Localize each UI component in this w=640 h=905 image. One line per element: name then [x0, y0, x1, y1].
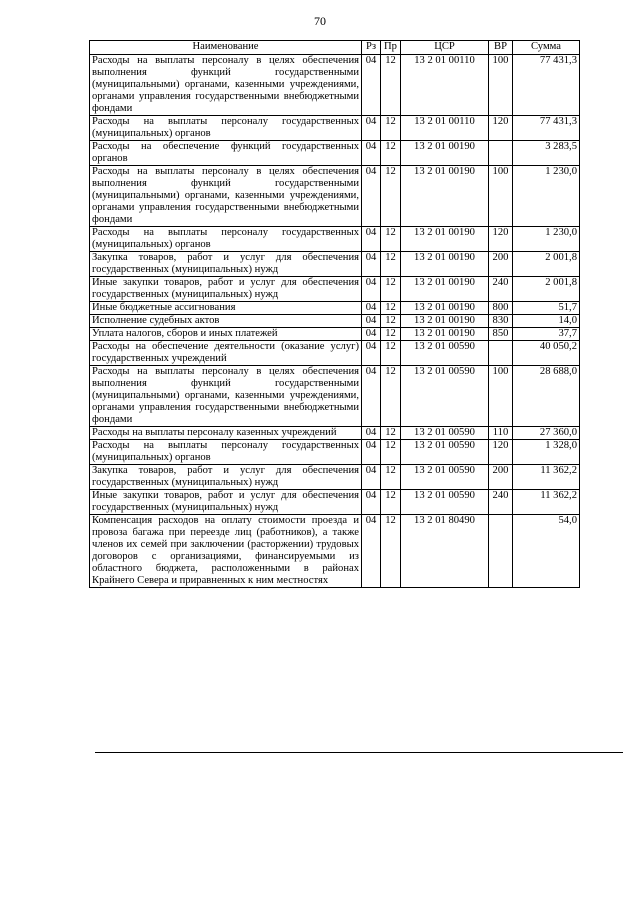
cell-vr: [489, 515, 513, 588]
cell-csr: 13 2 01 00590: [401, 490, 489, 515]
cell-csr: 13 2 01 00190: [401, 328, 489, 341]
cell-pr: 12: [381, 55, 401, 116]
cell-rz: 04: [362, 141, 381, 166]
cell-csr: 13 2 01 00590: [401, 427, 489, 440]
cell-name: Расходы на обеспечение деятельности (оказание услуг) государственных учреждений: [90, 341, 362, 366]
cell-pr: 12: [381, 465, 401, 490]
cell-name: Уплата налогов, сборов и иных платежей: [90, 328, 362, 341]
table-row: [90, 328, 580, 341]
bottom-divider: [95, 752, 623, 753]
cell-rz: 04: [362, 227, 381, 252]
cell-name: Иные закупки товаров, работ и услуг для обеспечения государственных (муниципальных) нужд: [90, 490, 362, 515]
cell-csr: 13 2 01 00590: [401, 341, 489, 366]
cell-rz: 04: [362, 490, 381, 515]
cell-sum: 11 362,2: [513, 465, 580, 490]
cell-csr: 13 2 01 00110: [401, 55, 489, 116]
table-row: [90, 341, 580, 366]
table-row: [90, 141, 580, 166]
header-pr: Пр: [381, 41, 401, 55]
cell-vr: 200: [489, 465, 513, 490]
cell-vr: 800: [489, 302, 513, 315]
cell-name: Иные закупки товаров, работ и услуг для обеспечения государственных (муниципальных) нужд: [90, 277, 362, 302]
cell-csr: 13 2 01 00590: [401, 440, 489, 465]
cell-rz: 04: [362, 341, 381, 366]
cell-sum: 51,7: [513, 302, 580, 315]
table-row: [90, 366, 580, 427]
cell-rz: 04: [362, 252, 381, 277]
table-row: [90, 116, 580, 141]
cell-name: Расходы на выплаты персоналу государственных (муниципальных) органов: [90, 116, 362, 141]
cell-name: Расходы на выплаты персоналу в целях обеспечения выполнения функций государственными (муниципальными) органами, казенными учреждениями, органами управления государственными внебюджетными фондами: [90, 55, 362, 116]
cell-rz: 04: [362, 328, 381, 341]
cell-sum: 1 328,0: [513, 440, 580, 465]
page-number: 70: [314, 14, 326, 28]
cell-sum: 40 050,2: [513, 341, 580, 366]
cell-pr: 12: [381, 141, 401, 166]
table-row: [90, 315, 580, 328]
header-sum: Сумма: [513, 41, 580, 55]
cell-sum: 77 431,3: [513, 55, 580, 116]
cell-name: Расходы на обеспечение функций государственных органов: [90, 141, 362, 166]
cell-name: Закупка товаров, работ и услуг для обеспечения государственных (муниципальных) нужд: [90, 465, 362, 490]
cell-vr: 120: [489, 440, 513, 465]
cell-rz: 04: [362, 440, 381, 465]
cell-csr: 13 2 01 00190: [401, 302, 489, 315]
cell-csr: 13 2 01 00190: [401, 141, 489, 166]
table-row: [90, 440, 580, 465]
cell-name: Закупка товаров, работ и услуг для обеспечения государственных (муниципальных) нужд: [90, 252, 362, 277]
header-vr: ВР: [489, 41, 513, 55]
cell-csr: 13 2 01 00190: [401, 166, 489, 227]
cell-sum: 2 001,8: [513, 277, 580, 302]
table-row: [90, 515, 580, 588]
table-row: [90, 166, 580, 227]
cell-rz: 04: [362, 515, 381, 588]
cell-rz: 04: [362, 465, 381, 490]
cell-rz: 04: [362, 116, 381, 141]
cell-vr: 240: [489, 277, 513, 302]
cell-sum: 37,7: [513, 328, 580, 341]
table-row: [90, 302, 580, 315]
cell-rz: 04: [362, 366, 381, 427]
cell-vr: 120: [489, 116, 513, 141]
cell-pr: 12: [381, 366, 401, 427]
cell-vr: 110: [489, 427, 513, 440]
cell-rz: 04: [362, 427, 381, 440]
cell-pr: 12: [381, 341, 401, 366]
cell-csr: 13 2 01 00190: [401, 277, 489, 302]
cell-rz: 04: [362, 55, 381, 116]
cell-pr: 12: [381, 227, 401, 252]
cell-vr: [489, 341, 513, 366]
cell-pr: 12: [381, 302, 401, 315]
cell-pr: 12: [381, 427, 401, 440]
cell-sum: 28 688,0: [513, 366, 580, 427]
cell-name: Расходы на выплаты персоналу казенных учреждений: [90, 427, 362, 440]
cell-vr: 120: [489, 227, 513, 252]
cell-name: Компенсация расходов на оплату стоимости проезда и провоза багажа при переезде лиц (работников), а также членов их семей при заключении (расторжении) трудовых договоров с организациями, финансируемыми из областного бюджета, расположенными в районах Крайнего Севера и приравненных к ним местностях: [90, 515, 362, 588]
cell-csr: 13 2 01 00190: [401, 227, 489, 252]
cell-sum: 27 360,0: [513, 427, 580, 440]
cell-sum: 54,0: [513, 515, 580, 588]
cell-sum: 2 001,8: [513, 252, 580, 277]
cell-rz: 04: [362, 315, 381, 328]
cell-vr: 200: [489, 252, 513, 277]
cell-pr: 12: [381, 490, 401, 515]
cell-sum: 11 362,2: [513, 490, 580, 515]
cell-csr: 13 2 01 00590: [401, 465, 489, 490]
cell-sum: 3 283,5: [513, 141, 580, 166]
cell-pr: 12: [381, 166, 401, 227]
cell-csr: 13 2 01 00190: [401, 252, 489, 277]
table-row: [90, 55, 580, 116]
cell-csr: 13 2 01 00590: [401, 366, 489, 427]
cell-vr: [489, 141, 513, 166]
budget-table: [89, 40, 580, 588]
table-row: [90, 427, 580, 440]
cell-pr: 12: [381, 440, 401, 465]
cell-rz: 04: [362, 277, 381, 302]
cell-vr: 100: [489, 166, 513, 227]
cell-name: Расходы на выплаты персоналу государственных (муниципальных) органов: [90, 440, 362, 465]
cell-csr: 13 2 01 00110: [401, 116, 489, 141]
cell-csr: 13 2 01 00190: [401, 315, 489, 328]
cell-sum: 14,0: [513, 315, 580, 328]
cell-pr: 12: [381, 252, 401, 277]
cell-sum: 1 230,0: [513, 227, 580, 252]
cell-csr: 13 2 01 80490: [401, 515, 489, 588]
cell-pr: 12: [381, 277, 401, 302]
table-row: [90, 465, 580, 490]
table-row: [90, 277, 580, 302]
cell-pr: 12: [381, 515, 401, 588]
cell-vr: 240: [489, 490, 513, 515]
table-header-row: [90, 41, 580, 55]
cell-vr: 830: [489, 315, 513, 328]
cell-sum: 1 230,0: [513, 166, 580, 227]
header-csr: ЦСР: [401, 41, 489, 55]
cell-vr: 850: [489, 328, 513, 341]
cell-pr: 12: [381, 315, 401, 328]
cell-sum: 77 431,3: [513, 116, 580, 141]
cell-name: Иные бюджетные ассигнования: [90, 302, 362, 315]
cell-rz: 04: [362, 302, 381, 315]
table-row: [90, 252, 580, 277]
cell-name: Расходы на выплаты персоналу в целях обеспечения выполнения функций государственными (муниципальными) органами, казенными учреждениями, органами управления государственными внебюджетными фондами: [90, 166, 362, 227]
cell-name: Исполнение судебных актов: [90, 315, 362, 328]
table-row: [90, 490, 580, 515]
header-name: Наименование: [90, 41, 362, 55]
cell-rz: 04: [362, 166, 381, 227]
cell-vr: 100: [489, 55, 513, 116]
cell-name: Расходы на выплаты персоналу в целях обеспечения выполнения функций государственными (муниципальными) органами, казенными учреждениями, органами управления государственными внебюджетными фондами: [90, 366, 362, 427]
cell-pr: 12: [381, 116, 401, 141]
cell-pr: 12: [381, 328, 401, 341]
header-rz: Рз: [362, 41, 381, 55]
table-row: [90, 227, 580, 252]
cell-vr: 100: [489, 366, 513, 427]
cell-name: Расходы на выплаты персоналу государственных (муниципальных) органов: [90, 227, 362, 252]
